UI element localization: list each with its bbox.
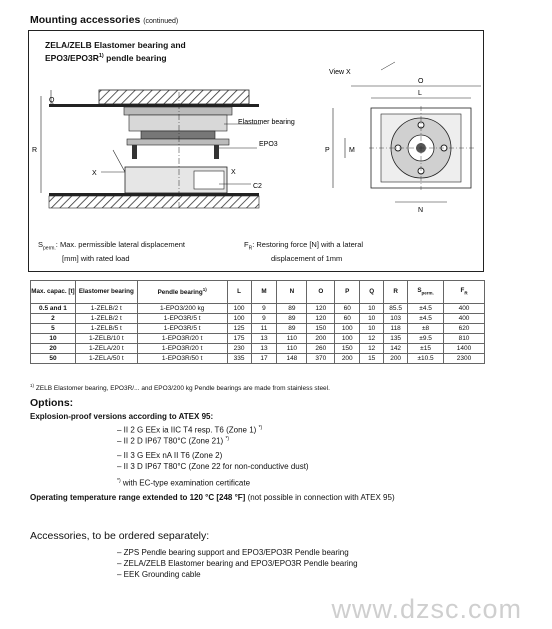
table-cell: 200: [384, 354, 408, 364]
table-cell: 15: [360, 354, 384, 364]
options-title: Options:: [30, 397, 74, 409]
table-cell: 1-EPO3R/5 t: [137, 314, 227, 324]
table-cell: 400: [444, 314, 485, 324]
table-row: [31, 314, 485, 324]
option-line: – II 2 D IP67 T80°C (Zone 21) *): [117, 436, 230, 446]
table-cell: 200: [307, 334, 335, 344]
option-line: – II 3 D IP67 T80°C (Zone 22 for non-conductive dust): [117, 462, 309, 471]
table-row: [31, 334, 485, 344]
label-view-x: View X: [329, 69, 351, 76]
table-cell: 100: [227, 304, 251, 314]
label-l: L: [418, 90, 422, 97]
table-cell: 2: [31, 314, 76, 324]
table-cell: 1-EPO3R/20 t: [137, 344, 227, 354]
table-cell: 135: [384, 334, 408, 344]
table-cell: 9: [251, 304, 277, 314]
table-cell: 60: [335, 304, 360, 314]
table-cell: 120: [307, 304, 335, 314]
table-cell: 1-ZELB/5 t: [75, 324, 137, 334]
table-cell: 103: [384, 314, 408, 324]
table-cell: 142: [384, 344, 408, 354]
table-cell: 1-EPO3/200 kg: [137, 304, 227, 314]
accessories-title: Accessories, to be ordered separately:: [30, 530, 210, 542]
table-cell: 11: [251, 324, 277, 334]
accessory-item: – ZPS Pendle bearing support and EPO3/EPO3R Pendle bearing: [117, 548, 349, 557]
table-cell: 13: [251, 334, 277, 344]
table-row: [31, 354, 485, 364]
table-cell: 50: [31, 354, 76, 364]
spec-table: [30, 280, 485, 364]
table-cell: 1-ZELB/2 t: [75, 304, 137, 314]
table-cell: 400: [444, 304, 485, 314]
table-cell: 1-ZELB/2 t: [75, 314, 137, 324]
label-n: N: [418, 207, 424, 214]
watermark: www.dzsc.com: [331, 594, 522, 624]
col-s-perm: $S_{perm.}$: [408, 281, 444, 304]
section-heading: [30, 14, 178, 26]
col-n: N: [277, 281, 307, 304]
table-cell: 150: [307, 324, 335, 334]
label-p: P: [325, 147, 330, 154]
col-p: P: [335, 281, 360, 304]
label-m: M: [349, 147, 355, 154]
table-cell: ±4.5: [408, 304, 444, 314]
table-cell: 89: [277, 304, 307, 314]
table-cell: 1-ZELA/20 t: [75, 344, 137, 354]
accessory-item: – ZELA/ZELB Elastomer bearing and EPO3/EPO3R Pendle bearing: [117, 559, 358, 568]
label-elastomer-bearing: Elastomer bearing: [238, 119, 295, 126]
table-cell: 1-EPO3R/5 t: [137, 324, 227, 334]
table-cell: 1-ZELB/10 t: [75, 334, 137, 344]
col-elastomer-bearing: Elastomer bearing: [75, 281, 137, 304]
col-pendle-bearing: Pendle bearing$^{1)}$: [137, 281, 227, 304]
table-cell: 85.5: [384, 304, 408, 314]
table-cell: 620: [444, 324, 485, 334]
label-r: R: [32, 147, 38, 154]
table-cell: 12: [360, 344, 384, 354]
table-cell: 118: [384, 324, 408, 334]
option-line: – II 2 G EEx ia IIC T4 resp. T6 (Zone 1) *): [117, 425, 263, 435]
table-cell: 110: [277, 334, 307, 344]
col-m: M: [251, 281, 277, 304]
bearing-diagram: [29, 60, 484, 240]
table-cell: 10: [31, 334, 76, 344]
table-body: [31, 304, 485, 364]
options-subtitle: Explosion-proof versions according to ATEX 95:: [30, 412, 214, 421]
table-cell: ±8: [408, 324, 444, 334]
table-cell: 89: [277, 324, 307, 334]
table-cell: ±9.5: [408, 334, 444, 344]
label-c2: C2: [253, 183, 262, 190]
table-row: [31, 344, 485, 354]
options-note: *) with EC-type examination certificate: [117, 478, 251, 488]
col-max-capac: Max. capac. [t]: [31, 281, 76, 304]
table-cell: 150: [335, 344, 360, 354]
table-cell: 10: [360, 324, 384, 334]
table-cell: 1-EPO3R/20 t: [137, 334, 227, 344]
table-cell: 2300: [444, 354, 485, 364]
accessory-item: – EEK Grounding cable: [117, 570, 201, 579]
table-cell: ±10.5: [408, 354, 444, 364]
figure-title-line2: $EPO3/EPO3R^{1)}$ pendle bearing: [45, 52, 167, 63]
label-q: Q: [49, 97, 55, 104]
table-cell: 260: [307, 344, 335, 354]
view-x: [333, 62, 481, 202]
table-cell: 1-EPO3R/50 t: [137, 354, 227, 364]
table-cell: 1400: [444, 344, 485, 354]
label-epo3: EPO3: [259, 141, 278, 148]
table-cell: 200: [335, 354, 360, 364]
heading-suffix: (continued): [143, 18, 179, 25]
table-cell: 10: [360, 304, 384, 314]
table-cell: 125: [227, 324, 251, 334]
table-cell: 89: [277, 314, 307, 324]
table-header-row: [31, 281, 485, 304]
table-cell: 10: [360, 314, 384, 324]
label-x-right: X: [231, 169, 236, 176]
table-cell: 5: [31, 324, 76, 334]
side-view: [41, 90, 261, 210]
heading-title: Mounting accessories: [30, 14, 141, 26]
table-cell: 17: [251, 354, 277, 364]
legend-s-perm: $S_{perm.}$: Max. permissible lateral displacement [mm] with rated load: [38, 240, 186, 263]
table-cell: 230: [227, 344, 251, 354]
table-cell: 9: [251, 314, 277, 324]
table-cell: ±4.5: [408, 314, 444, 324]
table-cell: 810: [444, 334, 485, 344]
table-footnote: $^{1)}$ ZELB Elastomer bearing, EPO3R/... and EPO3/200 kg Pendle bearings are made from stainless steel.: [30, 383, 330, 393]
table-row: [31, 324, 485, 334]
table-cell: 0.5 and 1: [31, 304, 76, 314]
table-cell: 60: [335, 314, 360, 324]
col-o: O: [307, 281, 335, 304]
table-cell: 100: [335, 334, 360, 344]
table-cell: 335: [227, 354, 251, 364]
table-cell: 370: [307, 354, 335, 364]
table-cell: 110: [277, 344, 307, 354]
table-cell: 100: [227, 314, 251, 324]
operating-temperature: Operating temperature range extended to 120 °C [248 °F] (not possible in connection with ATEX 95): [30, 493, 395, 502]
table-cell: 20: [31, 344, 76, 354]
col-q: Q: [360, 281, 384, 304]
table-cell: 175: [227, 334, 251, 344]
table-cell: 13: [251, 344, 277, 354]
figure-title-line1: ZELA/ZELB Elastomer bearing and: [45, 40, 186, 50]
legend-f-r: $F_R$: Restoring force [N] with a lateral displacement of 1mm: [244, 240, 364, 263]
table-cell: ±15: [408, 344, 444, 354]
col-l: L: [227, 281, 251, 304]
option-line: – II 3 G EEx nA II T6 (Zone 2): [117, 451, 223, 460]
label-x-left: X: [92, 170, 97, 177]
col-r: R: [384, 281, 408, 304]
col-f-r: $F_R$: [444, 281, 485, 304]
table-row: [31, 304, 485, 314]
table-cell: 12: [360, 334, 384, 344]
table-cell: 100: [335, 324, 360, 334]
table-cell: 1-ZELA/50 t: [75, 354, 137, 364]
table-cell: 148: [277, 354, 307, 364]
label-o: O: [418, 78, 424, 85]
table-cell: 120: [307, 314, 335, 324]
